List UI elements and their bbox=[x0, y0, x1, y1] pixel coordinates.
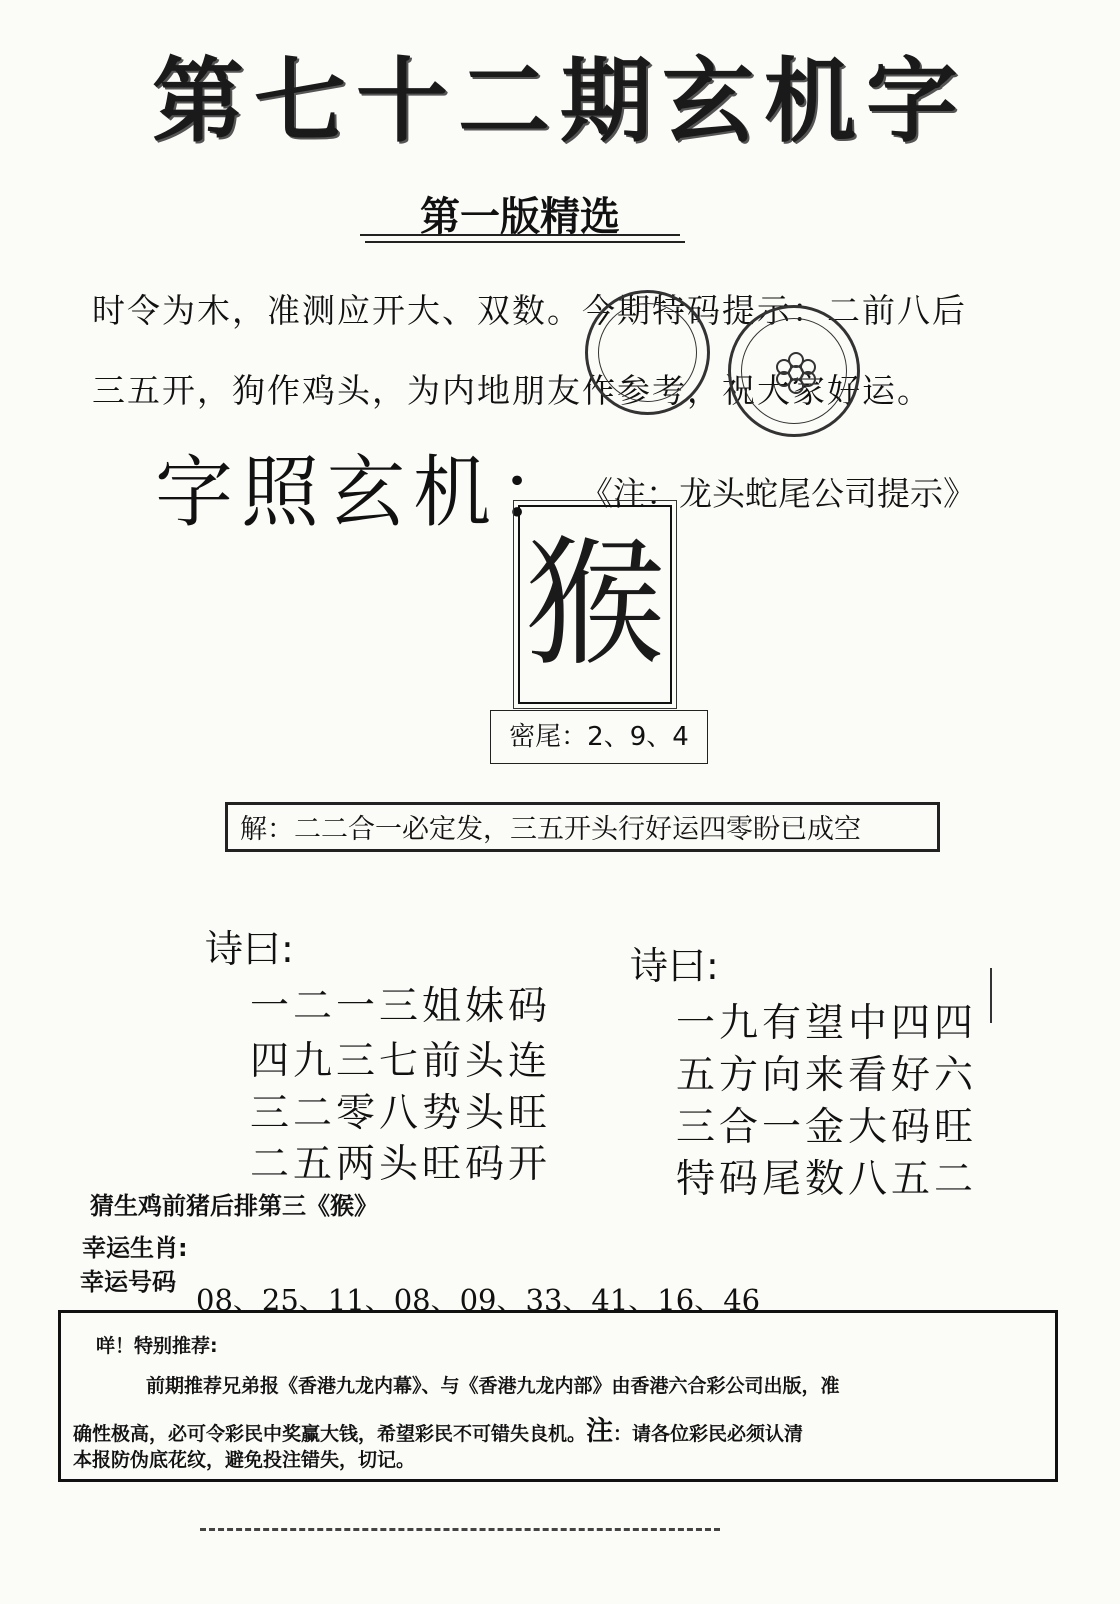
poem-left-line: 一二一三姐妹码 bbox=[250, 984, 552, 1029]
promo-line-2 bbox=[73, 1409, 803, 1448]
intro-line-2: 三五开，狗作鸡头，为内地朋友作参考，祝大家好运。 bbox=[92, 371, 932, 410]
page-title: 第七十二期玄机字 bbox=[151, 48, 968, 155]
seal-stamp-left bbox=[585, 290, 710, 415]
promo-note-mark: 注 bbox=[586, 1416, 614, 1447]
poem-left-line: 四九三七前头连 bbox=[250, 1039, 552, 1084]
explanation-box: 解：二二合一必定发，三五开头行好运四零盼已成空 bbox=[225, 802, 940, 852]
tail-numbers: 密尾：2、9、4 bbox=[490, 710, 708, 764]
promo-heading: 咩！特别推荐: bbox=[96, 1335, 218, 1357]
promo-line-3: 本报防伪底花纹，避免投注错失，切记。 bbox=[73, 1449, 416, 1471]
poem-right-line: 一九有望中四四 bbox=[676, 1001, 978, 1046]
lucky-zodiac-label: 幸运生肖: bbox=[82, 1234, 188, 1262]
clue-heading: 字照玄机： bbox=[155, 448, 586, 538]
subtitle-underline bbox=[360, 234, 680, 236]
cut-off-text-strip bbox=[200, 1528, 720, 1531]
poem-right-line: 五方向来看好六 bbox=[676, 1053, 978, 1098]
promo-box bbox=[58, 1310, 1058, 1482]
poem-left-line: 二五两头旺码开 bbox=[250, 1142, 552, 1187]
section-subtitle: 第一版精选 bbox=[420, 194, 620, 240]
lucky-numbers: 08、25、11、08、09、33、41、16、46 bbox=[196, 1283, 761, 1317]
poem-right-line: 三合一金大码旺 bbox=[676, 1105, 978, 1150]
clue-note: 《注：龙头蛇尾公司提示》 bbox=[580, 474, 976, 513]
poem-left-line: 三二零八势头旺 bbox=[250, 1091, 552, 1136]
margin-rule bbox=[990, 968, 992, 1023]
seal-stamp-right bbox=[728, 305, 860, 437]
intro-line-1: 时令为木，准测应开大、双数。今期特码提示：二前八后 bbox=[92, 291, 967, 330]
poem-right-heading: 诗曰: bbox=[630, 944, 719, 988]
poem-left-heading: 诗曰: bbox=[205, 927, 294, 971]
zodiac-riddle: 猜生鸡前猪后排第三《猴》 bbox=[90, 1192, 378, 1220]
featured-character: 猴 bbox=[518, 505, 672, 704]
flower-emblem-icon bbox=[771, 348, 821, 398]
promo-line-2b: ：请各位彩民必须认清 bbox=[613, 1423, 804, 1445]
subtitle-underline-2 bbox=[365, 241, 685, 243]
poem-right-line: 特码尾数八五二 bbox=[676, 1157, 978, 1202]
promo-line-2-text: 确性极高，必可令彩民中奖赢大钱，希望彩民不可错失良机。 bbox=[73, 1423, 587, 1445]
promo-line-1: 前期推荐兄弟报《香港九龙内幕》、与《香港九龙内部》由香港六合彩公司出版，准 bbox=[146, 1375, 840, 1397]
lucky-numbers-label: 幸运号码 bbox=[80, 1268, 176, 1296]
